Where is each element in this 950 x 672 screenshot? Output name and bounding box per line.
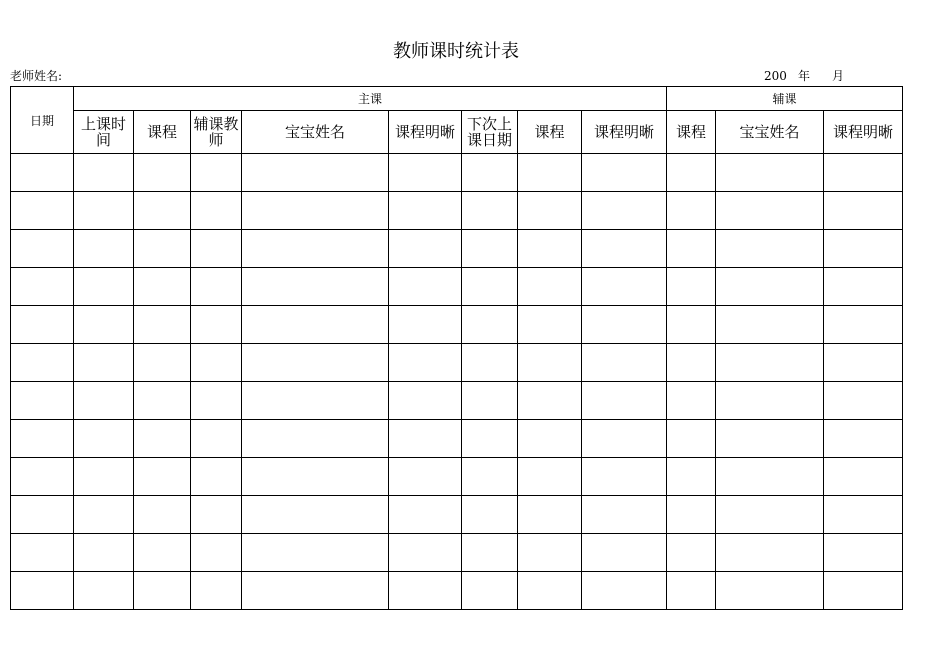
next-class-date-header: 下次上课日期 — [462, 111, 518, 154]
table-cell[interactable] — [667, 458, 716, 496]
table-cell[interactable] — [582, 382, 667, 420]
table-cell[interactable] — [518, 572, 582, 610]
table-cell[interactable] — [134, 458, 191, 496]
table-cell[interactable] — [11, 534, 74, 572]
table-cell[interactable] — [667, 572, 716, 610]
table-cell[interactable] — [134, 344, 191, 382]
table-cell[interactable] — [824, 496, 903, 534]
table-cell[interactable] — [518, 154, 582, 192]
class-time-header: 上课时间 — [74, 111, 134, 154]
table-cell[interactable] — [716, 420, 824, 458]
table-cell[interactable] — [582, 344, 667, 382]
table-cell[interactable] — [191, 458, 242, 496]
table-cell[interactable] — [462, 268, 518, 306]
table-cell[interactable] — [242, 344, 389, 382]
table-cell[interactable] — [389, 344, 462, 382]
table-cell[interactable] — [667, 496, 716, 534]
course-header-2: 课程 — [518, 111, 582, 154]
table-cell[interactable] — [242, 572, 389, 610]
table-cell[interactable] — [462, 154, 518, 192]
table-row — [11, 382, 903, 420]
table-cell[interactable] — [11, 268, 74, 306]
table-row — [11, 344, 903, 382]
table-cell[interactable] — [74, 534, 134, 572]
table-cell[interactable] — [824, 382, 903, 420]
table-cell[interactable] — [582, 572, 667, 610]
table-cell[interactable] — [74, 192, 134, 230]
table-cell[interactable] — [242, 382, 389, 420]
table-cell[interactable] — [191, 154, 242, 192]
table-cell[interactable] — [191, 344, 242, 382]
table-cell[interactable] — [462, 420, 518, 458]
table-cell[interactable] — [11, 344, 74, 382]
table-row — [11, 572, 903, 610]
course-detail-header-2: 课程明晰 — [582, 111, 667, 154]
month-label: 月 — [832, 69, 845, 83]
table-cell[interactable] — [389, 230, 462, 268]
table-cell[interactable] — [191, 382, 242, 420]
table-cell[interactable] — [242, 534, 389, 572]
table-cell[interactable] — [667, 306, 716, 344]
table-cell[interactable] — [716, 230, 824, 268]
table-cell[interactable] — [134, 572, 191, 610]
date-line — [764, 68, 844, 84]
table-cell[interactable] — [824, 572, 903, 610]
table-cell[interactable] — [462, 458, 518, 496]
table-cell[interactable] — [11, 420, 74, 458]
table-cell[interactable] — [11, 382, 74, 420]
table-cell[interactable] — [74, 230, 134, 268]
table-cell[interactable] — [389, 420, 462, 458]
table-row — [11, 192, 903, 230]
table-cell[interactable] — [716, 382, 824, 420]
table-cell[interactable] — [462, 534, 518, 572]
table-cell[interactable] — [389, 306, 462, 344]
table-cell[interactable] — [389, 572, 462, 610]
table-cell[interactable] — [824, 534, 903, 572]
table-cell[interactable] — [824, 192, 903, 230]
main-course-group-header: 主课 — [74, 87, 667, 111]
table-cell[interactable] — [134, 534, 191, 572]
table-cell[interactable] — [667, 382, 716, 420]
table-cell[interactable] — [582, 420, 667, 458]
table-cell[interactable] — [518, 420, 582, 458]
course-detail-header: 课程明晰 — [389, 111, 462, 154]
table-cell[interactable] — [11, 154, 74, 192]
table-cell[interactable] — [389, 458, 462, 496]
table-cell[interactable] — [242, 192, 389, 230]
table-cell[interactable] — [667, 154, 716, 192]
table-cell[interactable] — [582, 192, 667, 230]
table-cell[interactable] — [389, 268, 462, 306]
table-cell[interactable] — [462, 230, 518, 268]
table-cell[interactable] — [389, 534, 462, 572]
teacher-name-label: 老师姓名: — [10, 69, 63, 83]
table-cell[interactable] — [191, 192, 242, 230]
table-cell[interactable] — [134, 192, 191, 230]
table-cell[interactable] — [582, 230, 667, 268]
table-row — [11, 230, 903, 268]
table-cell[interactable] — [191, 572, 242, 610]
table-cell[interactable] — [74, 344, 134, 382]
table-cell[interactable] — [582, 268, 667, 306]
table-cell[interactable] — [74, 154, 134, 192]
table-cell[interactable] — [74, 458, 134, 496]
table-row — [11, 534, 903, 572]
table-cell[interactable] — [667, 192, 716, 230]
table-cell[interactable] — [242, 306, 389, 344]
table-row — [11, 154, 903, 192]
table-cell[interactable] — [716, 572, 824, 610]
table-cell[interactable] — [389, 192, 462, 230]
table-cell[interactable] — [11, 230, 74, 268]
table-cell[interactable] — [462, 572, 518, 610]
table-cell[interactable] — [191, 268, 242, 306]
table-cell[interactable] — [716, 344, 824, 382]
table-cell[interactable] — [518, 458, 582, 496]
table-cell[interactable] — [389, 496, 462, 534]
aux-baby-name-header: 宝宝姓名 — [716, 111, 824, 154]
table-cell[interactable] — [191, 496, 242, 534]
table-cell[interactable] — [667, 268, 716, 306]
table-cell[interactable] — [134, 382, 191, 420]
table-cell[interactable] — [74, 496, 134, 534]
table-cell[interactable] — [242, 268, 389, 306]
table-cell[interactable] — [191, 534, 242, 572]
table-cell[interactable] — [191, 306, 242, 344]
baby-name-header: 宝宝姓名 — [242, 111, 389, 154]
table-cell[interactable] — [582, 534, 667, 572]
table-cell[interactable] — [716, 458, 824, 496]
table-cell[interactable] — [667, 230, 716, 268]
table-cell[interactable] — [191, 420, 242, 458]
table-cell[interactable] — [716, 306, 824, 344]
table-cell[interactable] — [134, 230, 191, 268]
table-row — [11, 268, 903, 306]
table-cell[interactable] — [582, 496, 667, 534]
table-cell[interactable] — [518, 534, 582, 572]
table-cell[interactable] — [824, 344, 903, 382]
table-cell[interactable] — [582, 154, 667, 192]
table-cell[interactable] — [11, 306, 74, 344]
table-cell[interactable] — [11, 458, 74, 496]
table-cell[interactable] — [716, 154, 824, 192]
table-cell[interactable] — [462, 306, 518, 344]
table-cell[interactable] — [242, 458, 389, 496]
table-cell[interactable] — [716, 534, 824, 572]
table-cell[interactable] — [134, 420, 191, 458]
table-cell[interactable] — [134, 496, 191, 534]
table-cell[interactable] — [716, 496, 824, 534]
table-cell[interactable] — [824, 154, 903, 192]
table-cell[interactable] — [389, 382, 462, 420]
date-column-header: 日期 — [11, 87, 74, 154]
table-row — [11, 458, 903, 496]
table-cell[interactable] — [462, 344, 518, 382]
aux-teacher-header: 辅课教师 — [191, 111, 242, 154]
table-cell[interactable] — [242, 154, 389, 192]
table-row — [11, 496, 903, 534]
table-body — [11, 154, 903, 610]
year-label: 年 — [798, 69, 811, 83]
table-cell[interactable] — [74, 572, 134, 610]
table-cell[interactable] — [582, 306, 667, 344]
table-cell[interactable] — [389, 154, 462, 192]
table-cell[interactable] — [74, 382, 134, 420]
table-cell[interactable] — [716, 192, 824, 230]
statistics-table — [10, 86, 903, 610]
table-cell[interactable] — [824, 230, 903, 268]
table-cell[interactable] — [667, 344, 716, 382]
table-cell[interactable] — [74, 306, 134, 344]
page-title: 教师课时统计表 — [393, 41, 519, 62]
table-cell[interactable] — [74, 420, 134, 458]
table-cell[interactable] — [518, 306, 582, 344]
table-cell[interactable] — [11, 496, 74, 534]
table-cell[interactable] — [74, 268, 134, 306]
aux-course-detail-header: 课程明晰 — [824, 111, 903, 154]
aux-course-group-header: 辅课 — [667, 87, 903, 111]
table-cell[interactable] — [462, 192, 518, 230]
course-header: 课程 — [134, 111, 191, 154]
table-cell[interactable] — [716, 268, 824, 306]
table-cell[interactable] — [518, 344, 582, 382]
table-cell[interactable] — [582, 458, 667, 496]
table-cell[interactable] — [518, 230, 582, 268]
table-cell[interactable] — [134, 306, 191, 344]
table-row — [11, 420, 903, 458]
table-cell[interactable] — [824, 268, 903, 306]
table-cell[interactable] — [518, 192, 582, 230]
table-cell[interactable] — [667, 534, 716, 572]
table-cell[interactable] — [242, 420, 389, 458]
table-cell[interactable] — [134, 268, 191, 306]
table-cell[interactable] — [518, 382, 582, 420]
aux-course-header: 课程 — [667, 111, 716, 154]
table-cell[interactable] — [824, 306, 903, 344]
table-cell[interactable] — [242, 230, 389, 268]
table-cell[interactable] — [824, 458, 903, 496]
table-cell[interactable] — [518, 268, 582, 306]
table-cell[interactable] — [134, 154, 191, 192]
table-cell[interactable] — [11, 572, 74, 610]
table-row — [11, 306, 903, 344]
table-cell[interactable] — [518, 496, 582, 534]
table-cell[interactable] — [11, 192, 74, 230]
table-cell[interactable] — [667, 420, 716, 458]
table-cell[interactable] — [191, 230, 242, 268]
table-cell[interactable] — [824, 420, 903, 458]
table-cell[interactable] — [242, 496, 389, 534]
year-value: 200 — [764, 69, 787, 83]
table-cell[interactable] — [462, 382, 518, 420]
table-cell[interactable] — [462, 496, 518, 534]
